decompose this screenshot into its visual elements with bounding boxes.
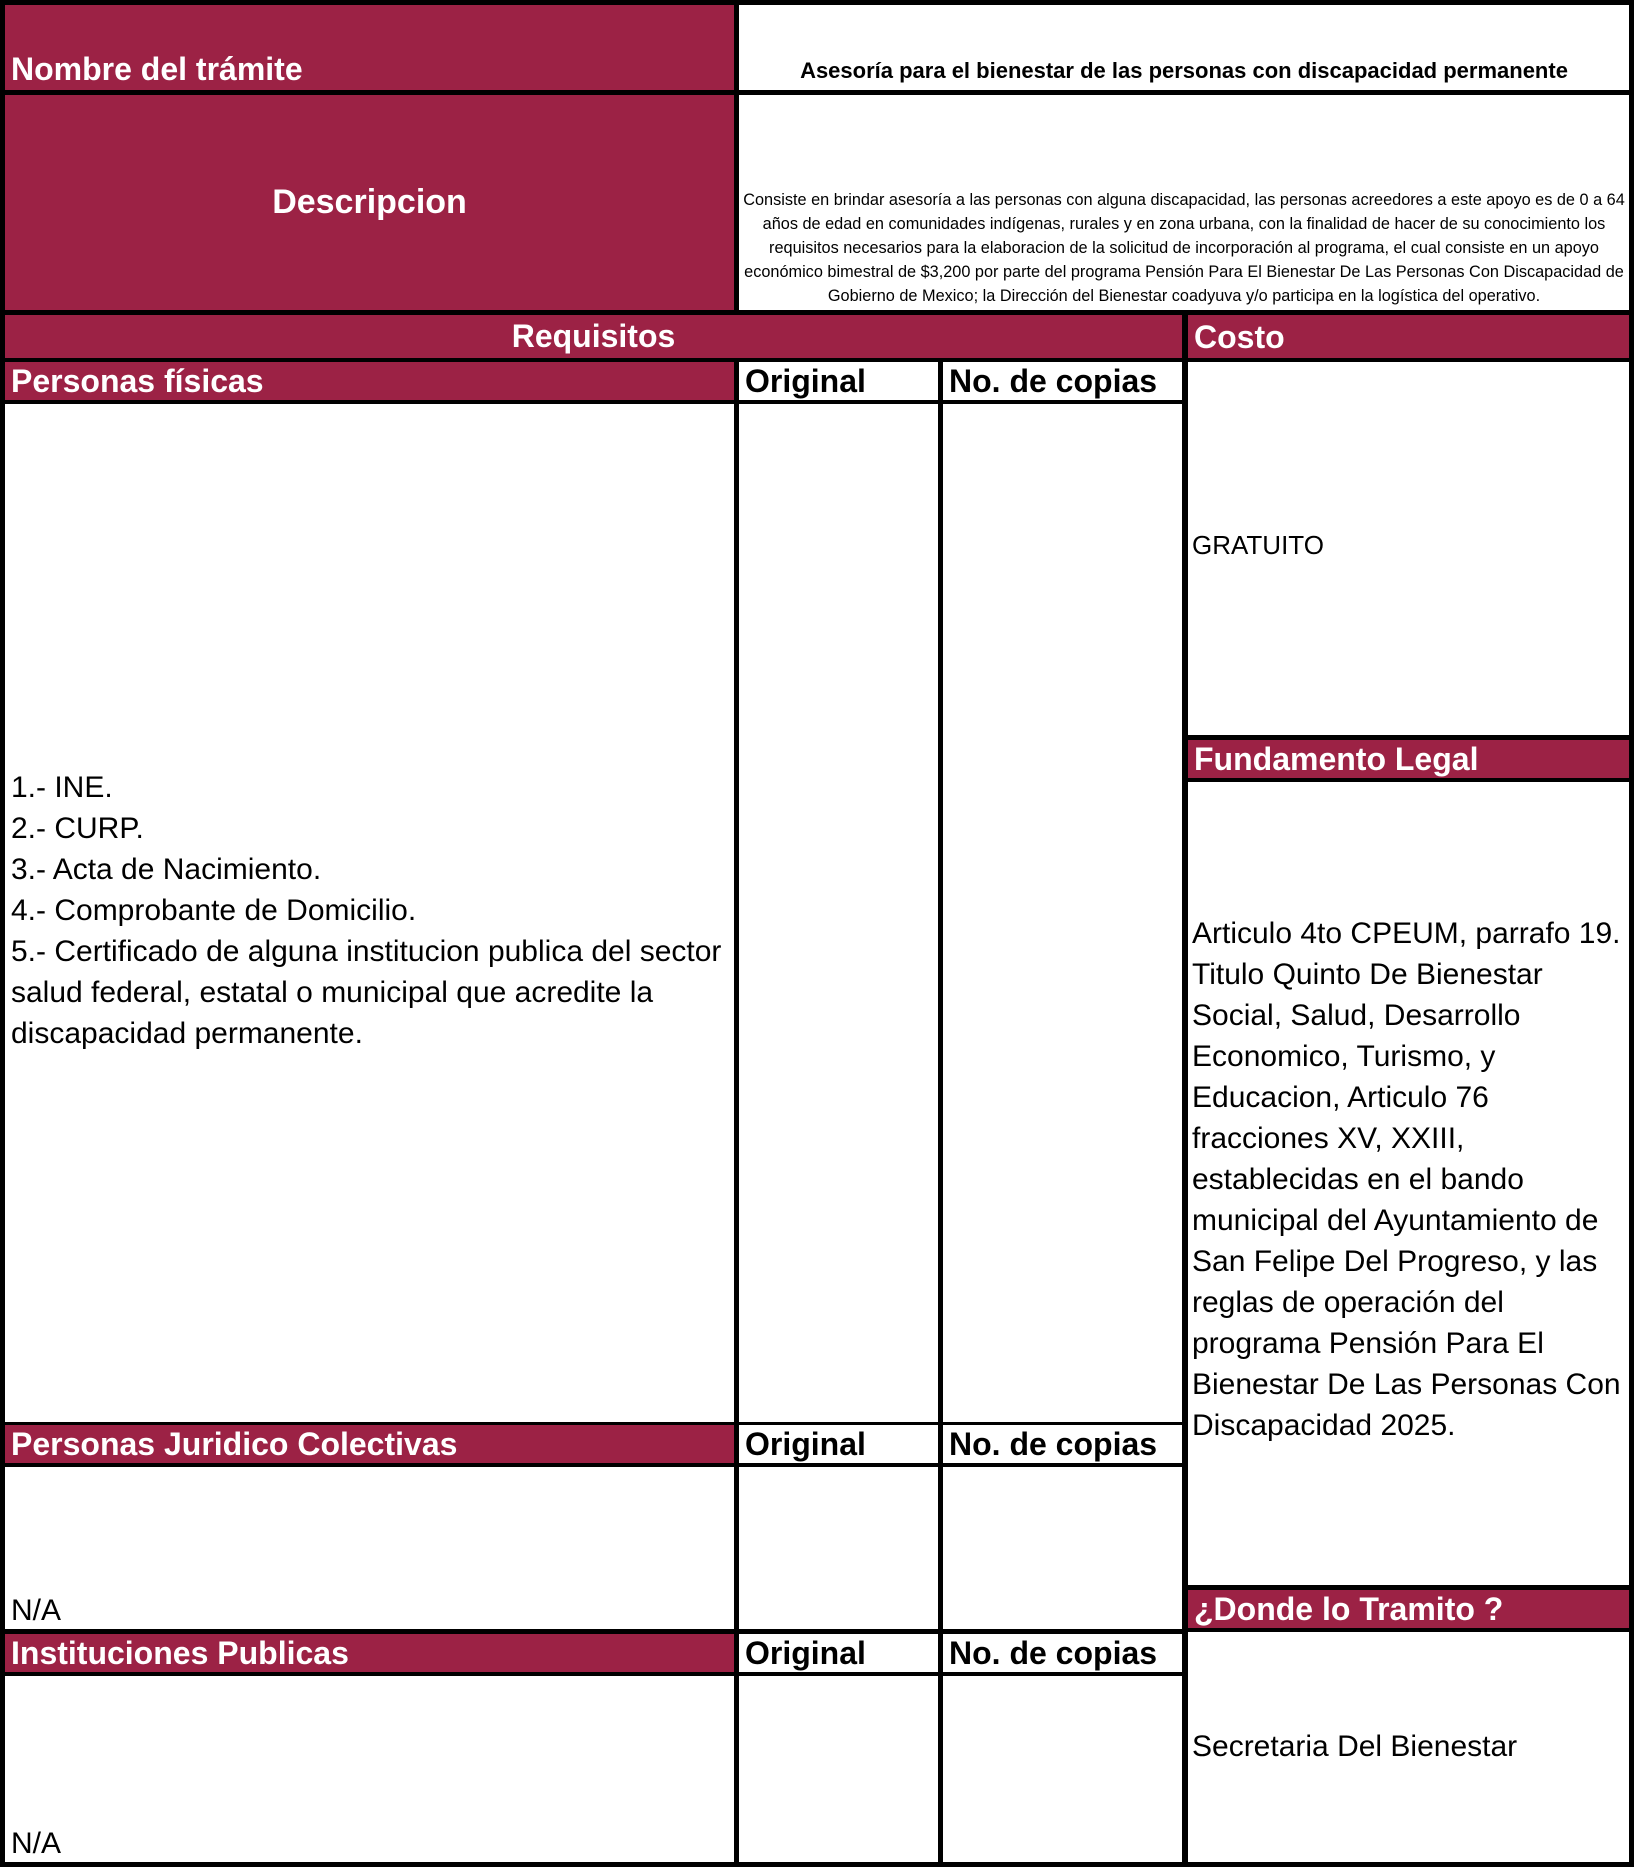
instituciones-label: [5, 1634, 734, 1672]
costo-value-text: GRATUITO: [1192, 530, 1324, 560]
requisito-item: 4.- Comprobante de Domicilio.: [11, 893, 417, 927]
fisicas-copias-text: No. de copias: [949, 363, 1158, 399]
instituciones-copias-text: No. de copias: [949, 1635, 1158, 1671]
nombre-label-text: Nombre del trámite: [11, 51, 303, 87]
juridico-copias-text: No. de copias: [949, 1426, 1158, 1462]
nombre-label: [5, 5, 734, 90]
juridico-label-text: Personas Juridico Colectivas: [11, 1426, 458, 1462]
instituciones-original-cell: [739, 1676, 938, 1862]
costo-value: [1188, 362, 1629, 735]
fisicas-list: [5, 404, 734, 1422]
requisito-item: 2.- CURP.: [11, 811, 144, 845]
requisito-item: 1.- INE.: [11, 770, 113, 804]
juridico-copias-cell: [943, 1467, 1182, 1629]
instituciones-original-text: Original: [745, 1635, 866, 1671]
donde-value: [1188, 1632, 1629, 1862]
fundamento-value: [1188, 782, 1629, 1585]
juridico-value-text: N/A: [11, 1594, 62, 1627]
costo-label: [1188, 315, 1629, 358]
descripcion-value: [739, 95, 1629, 310]
juridico-original-cell: [739, 1467, 938, 1629]
juridico-value: [5, 1467, 734, 1629]
instituciones-label-text: Instituciones Publicas: [11, 1635, 349, 1671]
juridico-label: [5, 1425, 734, 1463]
juridico-original-header: [739, 1425, 938, 1463]
fundamento-label: [1188, 740, 1629, 778]
fisicas-original-header: [739, 362, 938, 400]
fisicas-original-text: Original: [745, 363, 866, 399]
fundamento-value-text: Articulo 4to CPEUM, parrafo 19. Titulo Quinto De Bienestar Social, Salud, Desarrollo Economico, Turismo, y Educacion, Articulo 76 fracciones XV, XXIII, establecidas en el bando municipal del Ayuntamiento de San Felipe Del Progreso, y las reglas de operación del programa Pensión Para El Bienestar De Las Personas Con Discapacidad 2025.: [1192, 917, 1621, 1442]
nombre-value: [739, 5, 1629, 90]
requisitos-title-text: Requisitos: [511, 318, 676, 354]
descripcion-label: [5, 95, 734, 310]
instituciones-original-header: [739, 1634, 938, 1672]
fisicas-label-text: Personas físicas: [11, 363, 264, 399]
instituciones-value: [5, 1676, 734, 1862]
fisicas-list-items: [11, 767, 724, 1054]
donde-value-text: Secretaria Del Bienestar: [1192, 1730, 1518, 1763]
requisitos-title: [5, 315, 1182, 358]
descripcion-label-text: Descripcion: [272, 183, 467, 221]
fundamento-label-text: Fundamento Legal: [1194, 741, 1479, 777]
nombre-value-text: Asesoría para el bienestar de las personas con discapacidad permanente: [800, 58, 1568, 83]
donde-label-text: ¿Donde lo Tramito ?: [1194, 1591, 1504, 1627]
descripcion-value-text: Consiste en brindar asesoría a las personas con alguna discapacidad, las personas acreedores a este apoyo es de 0 a 64 años de edad en comunidades indígenas, rurales y en zona urbana, con la finalidad de hacer de su conocimiento los requisitos necesarios para la elaboracion de la solicitud de incorporación al programa, el cual consiste en un apoyo económico bimestral de $3,200 por parte del programa Pensión Para El Bienestar De Las Personas Con Discapacidad de Gobierno de Mexico; la Dirección del Bienestar coadyuva y/o participa en la logística del operativo.: [743, 191, 1625, 305]
instituciones-copias-header: [943, 1634, 1182, 1672]
requisito-item: 3.- Acta de Nacimiento.: [11, 852, 322, 886]
juridico-original-text: Original: [745, 1426, 866, 1462]
juridico-copias-header: [943, 1425, 1182, 1463]
fisicas-copias-cell: [943, 404, 1182, 1422]
fisicas-label: [5, 362, 734, 400]
requisito-item: 5.- Certificado de alguna institucion publica del sector salud federal, estatal o municipal que acredite la discapacidad permanente.: [11, 934, 722, 1050]
donde-label: [1188, 1590, 1629, 1628]
instituciones-copias-cell: [943, 1676, 1182, 1862]
fisicas-original-cell: [739, 404, 938, 1422]
costo-label-text: Costo: [1194, 318, 1285, 355]
fisicas-copias-header: [943, 362, 1182, 400]
instituciones-value-text: N/A: [11, 1827, 62, 1860]
